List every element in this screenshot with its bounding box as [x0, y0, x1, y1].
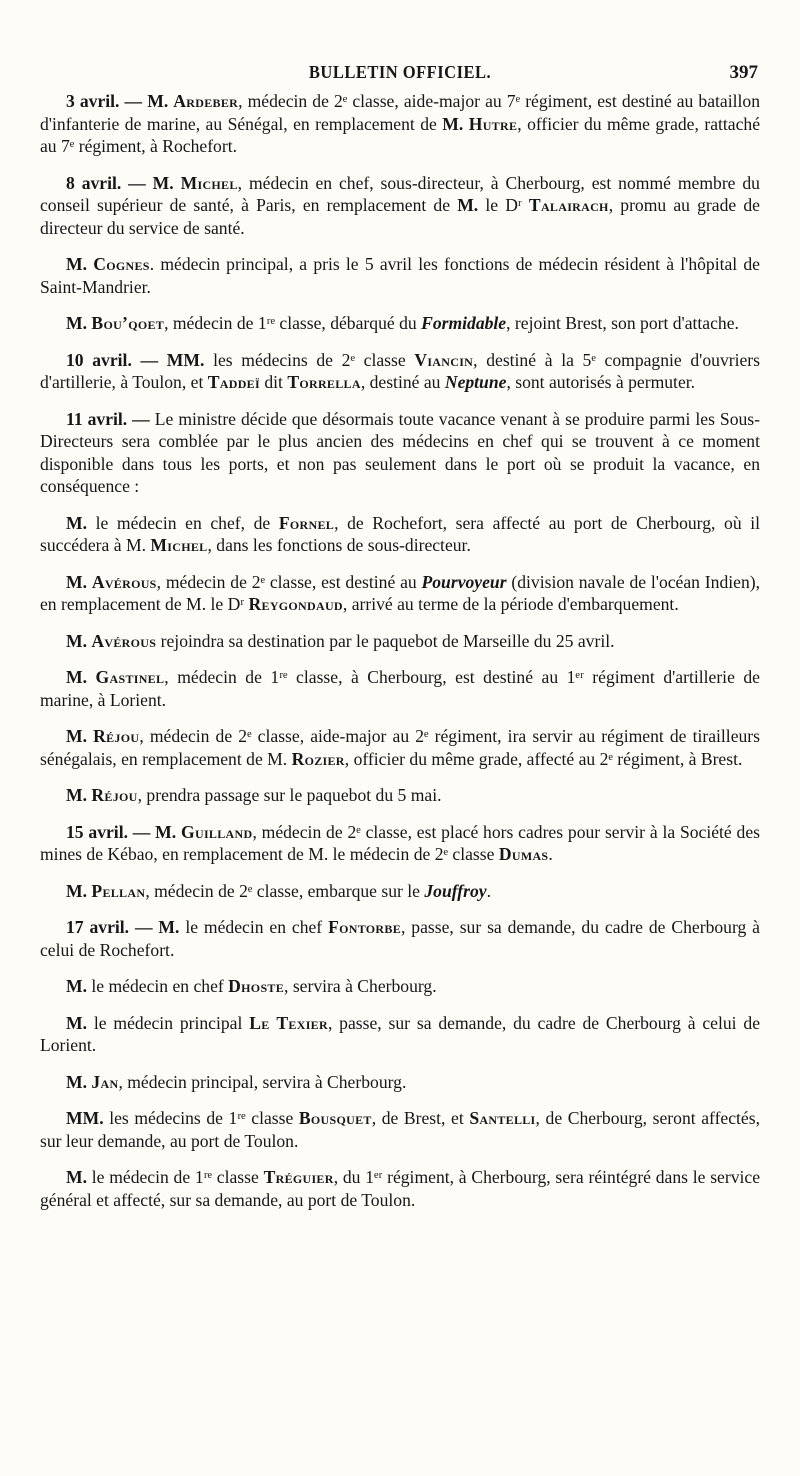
paragraph-p11	[40, 725, 760, 770]
paragraph-p19	[40, 1107, 760, 1152]
person-name: Cognes	[93, 254, 150, 274]
ship-name: Pourvoyeur	[421, 571, 507, 592]
person-name: Réjou	[91, 785, 138, 805]
text-segment: le médecin en chef	[185, 917, 329, 937]
person-name: Fornel	[278, 512, 335, 533]
paragraph-p2	[40, 172, 760, 240]
paragraph-p12	[40, 784, 760, 807]
text-segment: le médecin en chef, de	[95, 512, 279, 533]
text-segment: M.	[66, 1012, 94, 1033]
person-name: Taddeï	[207, 372, 260, 392]
text-segment: rejoindra sa destination par le paquebot de Marseille du 25 avril.	[156, 630, 615, 651]
document-page	[40, 62, 760, 1225]
text-segment: , destiné au	[360, 372, 445, 392]
person-name: Bousquet	[298, 1108, 372, 1128]
paragraph-p15	[40, 916, 760, 961]
page-number: 397	[729, 62, 758, 83]
running-title: BULLETIN OFFICIEL.	[308, 62, 492, 82]
person-name: Talairach	[528, 195, 609, 215]
paragraph-p20	[40, 1166, 760, 1211]
text-segment: M.	[442, 113, 469, 134]
text-segment: M.	[457, 195, 486, 215]
text-segment: , officier du même grade, rattaché au 7ᵉ régiment, à Rochefort.	[40, 113, 760, 156]
text-segment: 3 avril. — M.	[66, 91, 174, 111]
person-name: Viancin	[414, 349, 474, 370]
text-segment: 17 avril. — M.	[66, 917, 186, 937]
text-segment: M.	[66, 630, 92, 651]
person-name: Michel	[150, 535, 208, 555]
text-segment: , médecin principal, servira à Cherbourg.	[118, 1071, 407, 1092]
text-segment: , de Brest, et	[371, 1108, 470, 1128]
text-segment: M.	[66, 254, 94, 274]
text-segment: . médecin principal, a pris le 5 avril les fonctions de médecin résident à l'hôpital de Saint-Mandrier.	[40, 254, 760, 297]
person-name: Ardeber	[173, 91, 239, 111]
text-segment: , passe, sur sa demande, du cadre de Cherbourg à celui de Lorient.	[40, 1012, 760, 1055]
text-segment: M.	[66, 571, 92, 592]
text-segment: , du 1ᵉʳ régiment, à Cherbourg, sera réintégré dans le service général et affecté, sur sa demande, au port de Toulon.	[40, 1167, 761, 1210]
text-segment: MM.	[66, 1108, 110, 1128]
ship-name: Neptune	[444, 372, 507, 392]
person-name: Michel	[180, 172, 238, 193]
text-segment: , de Rochefort, sera affecté au port de Cherbourg, où il succédera à M.	[40, 512, 761, 555]
person-name: Rozier	[291, 748, 345, 769]
paragraph-p13	[40, 821, 760, 866]
text-segment: le médecin de 1ʳᵉ classe	[91, 1167, 264, 1187]
paragraph-p6	[40, 408, 760, 498]
paragraph-p1	[40, 90, 760, 158]
text-segment: le médecin en chef	[91, 976, 229, 996]
person-name: Réjou	[93, 726, 140, 746]
text-segment: .	[486, 880, 492, 901]
person-name: Gastinel	[95, 667, 165, 687]
person-name: Santelli	[469, 1108, 536, 1128]
text-segment: , médecin de 2ᵉ classe, embarque sur le	[145, 880, 425, 901]
text-segment: 11 avril. —	[66, 408, 155, 429]
text-segment: , officier du même grade, affecté au 2ᵉ régiment, à Brest.	[344, 748, 743, 769]
paragraph-p18	[40, 1071, 760, 1094]
text-segment: M.	[66, 880, 92, 901]
person-name: Dumas	[498, 844, 549, 864]
text-segment: , servira à Cherbourg.	[284, 976, 437, 996]
text-segment: , promu au grade de directeur du service de santé.	[40, 195, 760, 238]
text-segment: , dans les fonctions de sous-directeur.	[207, 535, 471, 555]
person-name: Dhoste	[228, 976, 285, 996]
text-segment: M.	[66, 726, 94, 746]
text-segment: , médecin de 2ᵉ classe, est placé hors cadres pour servir à la Société des mines de Kébao, en remplacement de M. le médecin de 2ᵉ classe	[40, 821, 760, 864]
ship-name: Formidable	[421, 313, 507, 333]
text-segment: , sont autorisés à permuter.	[506, 372, 696, 392]
paragraph-p3	[40, 253, 760, 298]
text-segment: M.	[66, 1167, 92, 1187]
text-segment: M.	[66, 313, 92, 333]
text-segment: , rejoint Brest, son port d'attache.	[506, 313, 739, 333]
person-name: Bouʼqoet	[91, 313, 165, 333]
person-name: Avérous	[91, 571, 157, 592]
text-segment: les médecins de 2ᵉ classe	[213, 349, 415, 370]
person-name: Reygondaud	[248, 594, 343, 614]
text-segment: , médecin de 1ʳᵉ classe, débarqué du	[164, 313, 422, 333]
person-name: Fontorbe	[328, 917, 402, 937]
paragraph-p7	[40, 512, 760, 557]
page-header	[40, 62, 760, 90]
text-segment: , médecin en chef, sous-directeur, à Cherbourg, est nommé membre du conseil supérieur de santé, à Paris, en remplacement de	[40, 172, 760, 215]
text-segment: 8 avril. — M.	[66, 172, 181, 193]
text-segment: 15 avril. — M.	[66, 821, 181, 842]
text-segment: M.	[66, 785, 92, 805]
paragraph-p4	[40, 312, 760, 335]
person-name: Le Texier	[249, 1012, 328, 1033]
text-segment: M.	[66, 976, 92, 996]
text-segment: , arrivé au terme de la période d'embarquement.	[342, 594, 679, 614]
paragraph-p10	[40, 666, 760, 711]
text-segment: dit	[259, 372, 288, 392]
body-text	[40, 90, 760, 1211]
person-name: Guilland	[181, 821, 253, 842]
text-segment: , médecin de 1ʳᵉ classe, à Cherbourg, est destiné au 1ᵉʳ régiment d'artillerie de marine, à Lorient.	[40, 667, 760, 710]
person-name: Hutre	[468, 113, 518, 134]
text-segment: le Dʳ	[485, 195, 529, 215]
text-segment: Le ministre décide que désormais toute vacance venant à se produire parmi les Sous-Directeurs sera comblée par le plus ancien des médecins en chef qui se trouvent à ce moment disponible dans tous les ports, et non pas seulement dans le port où se produit la vacance, en conséquence :	[40, 408, 760, 496]
paragraph-p8	[40, 571, 760, 616]
person-name: Torrella	[287, 372, 361, 392]
ship-name: Jouffroy	[424, 880, 487, 901]
person-name: Tréguier	[263, 1167, 334, 1187]
person-name: Jan	[91, 1071, 119, 1092]
paragraph-p9	[40, 630, 760, 653]
paragraph-p14	[40, 880, 760, 903]
person-name: Pellan	[91, 880, 146, 901]
text-segment: , destiné à la 5ᵉ compagnie d'ouvriers d'artillerie, à Toulon, et	[40, 349, 761, 392]
text-segment: , passe, sur sa demande, du cadre de Cherbourg à celui de Rochefort.	[40, 917, 760, 960]
text-segment: 10 avril. — MM.	[66, 349, 214, 370]
text-segment: M.	[66, 1071, 92, 1092]
text-segment: , médecin de 2ᵉ classe, aide-major au 7ᵉ régiment, est destiné au bataillon d'infanterie de marine, au Sénégal, en remplacement de	[40, 91, 760, 134]
text-segment: , médecin de 2ᵉ classe, est destiné au	[156, 571, 422, 592]
text-segment: .	[548, 844, 553, 864]
paragraph-p16	[40, 975, 760, 998]
paragraph-p5	[40, 349, 760, 394]
person-name: Avérous	[91, 630, 157, 651]
text-segment: , prendra passage sur le paquebot du 5 mai.	[137, 785, 442, 805]
text-segment: M.	[66, 512, 96, 533]
text-segment: , de Cherbourg, seront affectés, sur leur demande, au port de Toulon.	[40, 1108, 760, 1151]
text-segment: le médecin principal	[93, 1012, 250, 1033]
text-segment: M.	[66, 667, 96, 687]
text-segment: (division navale de l'océan Indien), en remplacement de M. le Dʳ	[40, 571, 760, 614]
text-segment: , médecin de 2ᵉ classe, aide-major au 2ᵉ régiment, ira servir au régiment de tirailleurs sénégalais, en remplacement de M.	[40, 726, 760, 769]
paragraph-p17	[40, 1012, 760, 1057]
text-segment: les médecins de 1ʳᵉ classe	[109, 1108, 299, 1128]
